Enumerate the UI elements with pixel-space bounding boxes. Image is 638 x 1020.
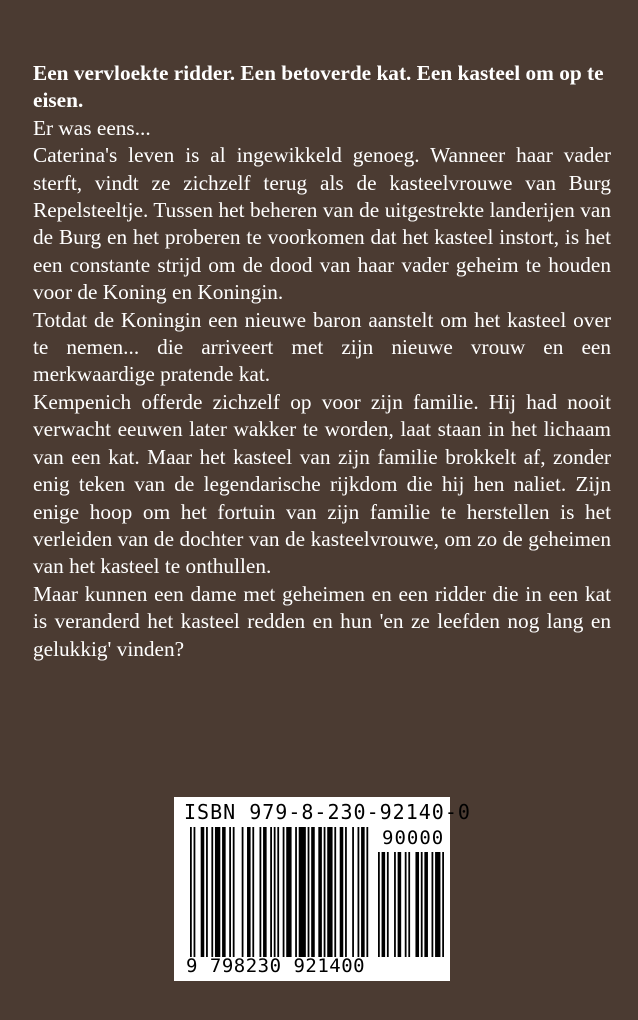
barcode-bar xyxy=(415,852,419,957)
barcode-bar xyxy=(421,852,423,957)
barcode-bar xyxy=(358,827,360,957)
barcode-bar xyxy=(366,827,368,957)
barcode-bar xyxy=(201,827,205,957)
addon-barcode-bars xyxy=(378,852,444,957)
barcode-bar xyxy=(242,827,244,957)
blurb-paragraph: Kempenich offerde zichzelf op voor zijn familie. Hij had nooit verwacht eeuwen later wakker te worden, laat staan in het lichaam van een kat. Maar het kasteel van zijn familie brokkelt af, zonder enig teken van de legendarische rijkdom die hij hen naliet. Zijn enige hoop om het fortuin van zijn familie te herstellen is het verleiden van de dochter van de kasteelvrouwe, om zo de geheimen van het kasteel te onthullen. xyxy=(33,389,611,579)
barcode-bar xyxy=(340,827,344,957)
barcode-bar xyxy=(270,827,272,957)
barcode-bar xyxy=(327,827,332,957)
barcode-bar xyxy=(398,852,402,957)
barcode-bar xyxy=(435,852,440,957)
barcode-bar xyxy=(206,827,208,957)
barcode-bar xyxy=(211,827,213,957)
isbn-barcode xyxy=(174,797,471,981)
barcode-bar xyxy=(318,827,322,957)
blurb-paragraph: Er was eens... xyxy=(33,115,151,140)
isbn-digits: 9 798230 921400 xyxy=(186,955,366,977)
barcode-bar xyxy=(352,827,354,957)
back-cover-blurb xyxy=(33,60,611,663)
barcode-bar xyxy=(222,827,226,957)
barcode-bar xyxy=(233,827,235,957)
price-code: 90000 xyxy=(382,827,445,849)
barcode-bar xyxy=(334,827,336,957)
blurb-paragraph: Totdat de Koningin een nieuwe baron aanstelt om het kasteel over te nemen... die arriveert met zijn nieuwe vrouw en een merkwaardige pratende kat. xyxy=(33,307,611,387)
barcode-bar xyxy=(345,827,347,957)
barcode-bar xyxy=(190,827,192,957)
barcode-bar xyxy=(361,827,365,957)
barcode-bar xyxy=(324,827,326,957)
barcode-bar xyxy=(442,852,444,957)
barcode-bar xyxy=(229,827,231,957)
barcode-bar xyxy=(277,827,279,957)
barcode-bar xyxy=(260,827,262,957)
barcode-bar xyxy=(387,852,389,957)
barcode-bar xyxy=(274,827,276,957)
isbn-label: ISBN 979-8-230-92140-0 xyxy=(184,800,471,824)
barcode-bar xyxy=(263,827,267,957)
barcode-bar xyxy=(408,852,410,957)
barcode-bar xyxy=(286,827,291,957)
barcode-bar xyxy=(405,852,407,957)
barcode-bar xyxy=(382,852,386,957)
barcode-bar xyxy=(247,827,251,957)
barcode-bar xyxy=(432,852,434,957)
barcode-bars xyxy=(190,827,370,957)
barcode-bar xyxy=(295,827,297,957)
barcode-bar xyxy=(194,827,196,957)
barcode-bar xyxy=(283,827,285,957)
barcode-bar xyxy=(215,827,220,957)
barcode-bar xyxy=(299,827,306,957)
barcode-bar xyxy=(424,852,428,957)
blurb-headline: Een vervloekte ridder. Een betoverde kat. Een kasteel om op te eisen. xyxy=(33,61,604,113)
barcode-bar xyxy=(378,852,380,957)
barcode-bar xyxy=(311,827,315,957)
barcode-bar xyxy=(394,852,396,957)
blurb-paragraph: Maar kunnen een dame met geheimen en een ridder die in een kat is veranderd het kasteel redden en hun 'en ze leefden nog lang en gelukkig' vinden? xyxy=(33,581,611,661)
barcode-bar xyxy=(252,827,254,957)
blurb-paragraph: Caterina's leven is al ingewikkeld genoeg. Wanneer haar vader sterft, vindt ze zichzelf terug als de kasteelvrouwe van Burg Repelsteeltje. Tussen het beheren van de uitgestrekte landerijen van de Burg en het proberen te voorkomen dat het kasteel instort, is het een constante strijd om de dood van haar vader geheim te houden voor de Koning en Koningin. xyxy=(33,143,611,305)
barcode-bar xyxy=(308,827,310,957)
